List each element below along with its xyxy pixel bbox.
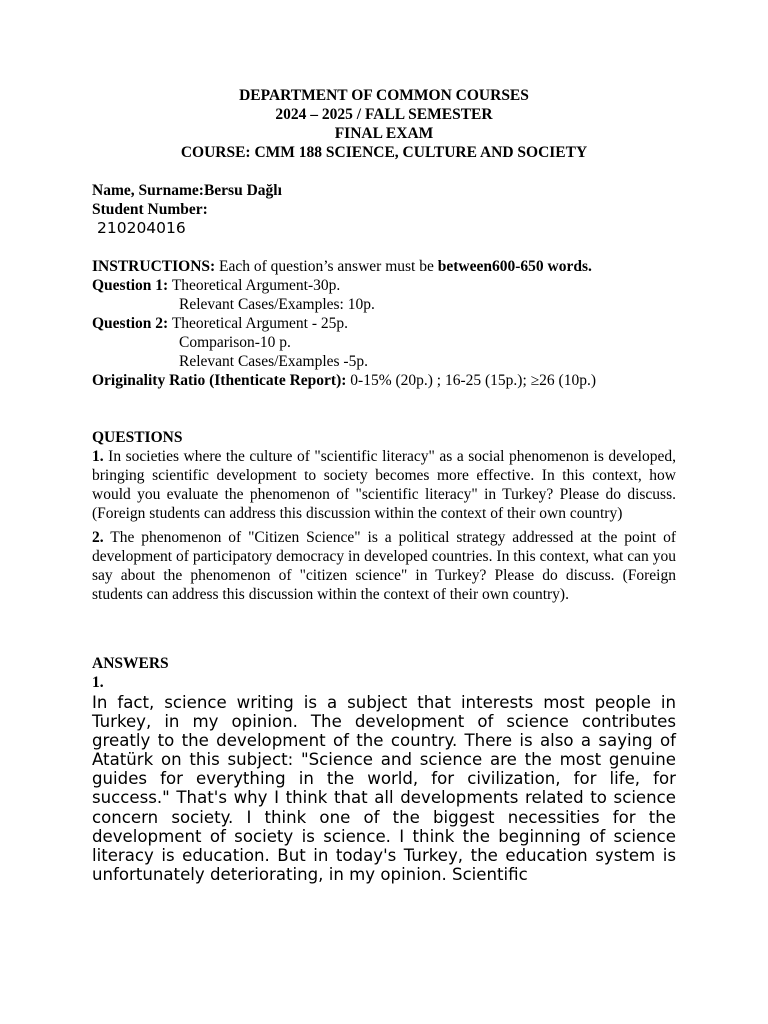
name-label: Name, Surname: <box>92 182 204 199</box>
question1-scoring-label: Question 1: <box>92 277 169 294</box>
question2-scoring <box>92 314 676 333</box>
question2-scoring-line3: Relevant Cases/Examples -5p. <box>179 353 368 370</box>
question2-scoring-line1: Theoretical Argument - 25p. <box>168 315 349 332</box>
question1-scoring-line1: Theoretical Argument-30p. <box>168 277 341 294</box>
instructions-line <box>92 257 676 276</box>
instructions-label: INSTRUCTIONS: <box>92 258 216 275</box>
questions-heading: QUESTIONS <box>92 429 183 446</box>
question2-scoring-line2: Comparison-10 p. <box>179 334 291 351</box>
course-heading: COURSE: CMM 188 SCIENCE, CULTURE AND SOCIETY <box>180 144 588 161</box>
exam-document <box>92 86 676 884</box>
answer-1-text: In fact, science writing is a subject that interests most people in Turkey, in my opinion. The development of science contributes greatly to the development of the country. There is also a saying of Atatürk on this subject: "Science and science are the most genuine guides for everything in the world, for civilization, for life, for success." That's why I think that all developments related to science concern society. I think one of the biggest necessities for the development of society is science. I think the beginning of science literacy is education. But in today's Turkey, the education system is unfortunately deteriorating, in my opinion. Scientific <box>92 693 676 884</box>
answers-heading: ANSWERS <box>92 655 169 672</box>
question-1-text: In societies where the culture of "scientific literacy" as a social phenomenon is developed, bringing scientific development to society becomes more effective. In this context, how would you evaluate the phenomenon of "scientific literacy" in Turkey? Please do discuss. (Foreign students can address this discussion within the context of their own country) <box>92 448 676 522</box>
originality-text: 0-15% (20p.) ; 16-25 (15p.); ≥26 (10p.) <box>346 372 596 389</box>
instructions-text: Each of question’s answer must be <box>215 258 438 275</box>
question-2-number: 2. <box>92 529 104 546</box>
question1-scoring <box>92 276 676 295</box>
student-number-label: Student Number: <box>92 201 208 218</box>
semester-heading: 2024 – 2025 / FALL SEMESTER <box>275 106 493 123</box>
instructions-word-limit: between600-650 words. <box>437 258 592 275</box>
name-line <box>92 181 676 200</box>
originality-line <box>92 371 676 390</box>
exam-heading: FINAL EXAM <box>334 125 434 142</box>
name-value: Bersu Dağlı <box>203 182 282 199</box>
question-1 <box>92 447 676 523</box>
answer-1-number: 1. <box>92 674 104 691</box>
originality-label: Originality Ratio (Ithenticate Report): <box>92 372 347 389</box>
question2-scoring-label: Question 2: <box>92 315 169 332</box>
question-1-number: 1. <box>92 448 104 465</box>
question1-scoring-line2: Relevant Cases/Examples: 10p. <box>179 296 375 313</box>
student-number-value: 210204016 <box>97 219 186 237</box>
question-2 <box>92 528 676 604</box>
question-2-text: The phenomenon of "Citizen Science" is a political strategy addressed at the point of development of participatory democracy in developed countries. In this context, what can you say about the phenomenon of "citizen science" in Turkey? Please do discuss. (Foreign students can address this discussion within the context of their own country). <box>92 529 676 603</box>
department-heading: DEPARTMENT OF COMMON COURSES <box>239 87 529 104</box>
